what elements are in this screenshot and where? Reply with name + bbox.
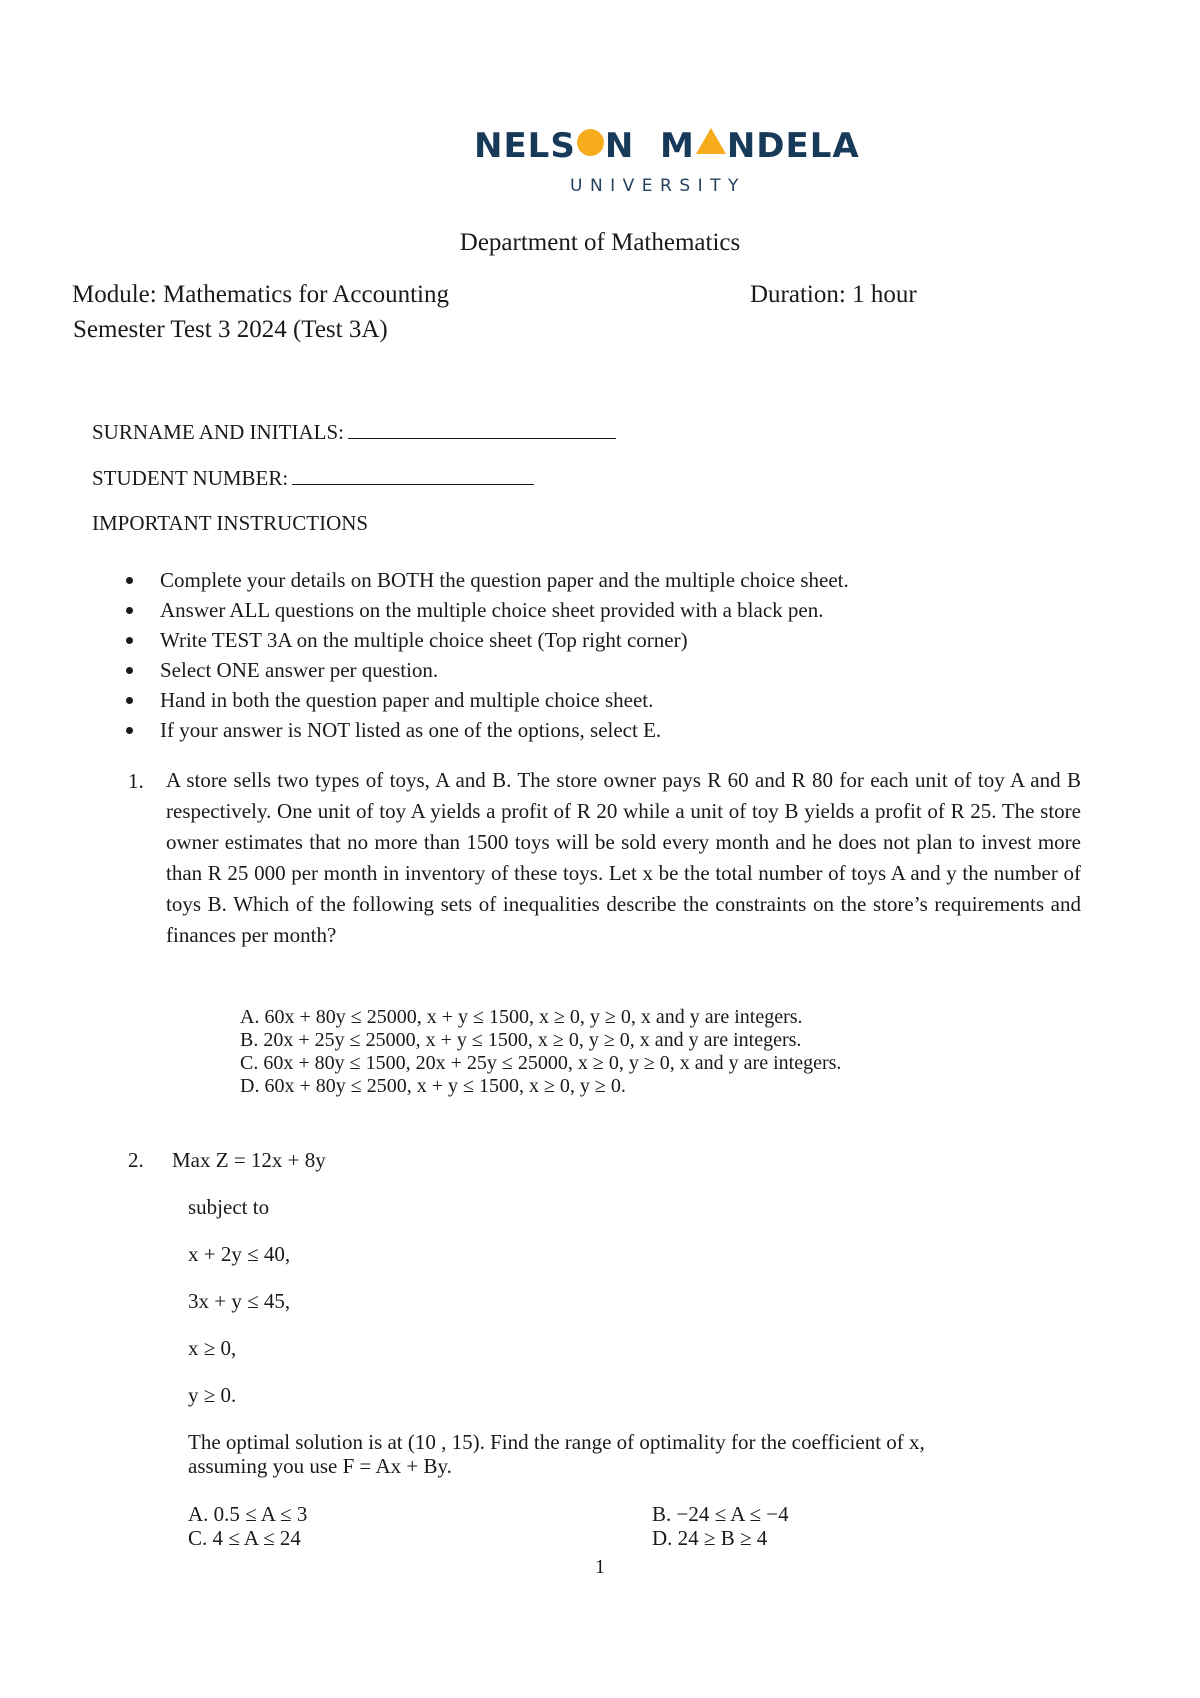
constraint-2: 3x + y ≤ 45, xyxy=(188,1289,291,1313)
q1-option-b: B. 20x + 25y ≤ 25000, x + y ≤ 1500, x ≥ 0, y ≥ 0, x and y are integers. xyxy=(240,1029,802,1051)
question-2-prompt-line-1: The optimal solution is at (10 , 15). Find the range of optimality for the coefficient of x, xyxy=(188,1430,925,1454)
student-number-blank[interactable] xyxy=(292,466,534,485)
logo-sun-icon xyxy=(577,129,604,156)
question-2-objective: Max Z = 12x + 8y xyxy=(172,1148,326,1172)
page-number: 1 xyxy=(595,1556,605,1578)
constraint-4: y ≥ 0. xyxy=(188,1383,237,1407)
constraint-3: x ≥ 0, xyxy=(188,1336,237,1360)
subject-to: subject to xyxy=(188,1195,270,1219)
q2-option-d: D. 24 ≥ B ≥ 4 xyxy=(652,1526,768,1550)
q2-option-a: A. 0.5 ≤ A ≤ 3 xyxy=(188,1502,308,1526)
semester-test: Semester Test 3 2024 (Test 3A) xyxy=(73,316,388,343)
constraint-1: x + 2y ≤ 40, xyxy=(188,1242,291,1266)
question-1-number: 1. xyxy=(128,769,144,793)
q1-option-c: C. 60x + 80y ≤ 1500, 20x + 25y ≤ 25000, x ≥ 0, y ≥ 0, x and y are integers. xyxy=(240,1052,842,1074)
q2-option-b: B. −24 ≤ A ≤ −4 xyxy=(652,1502,789,1526)
instruction-item: If your answer is NOT listed as one of the options, select E. xyxy=(140,715,849,745)
instructions-list xyxy=(140,565,849,745)
student-number-field xyxy=(92,466,534,491)
logo-text-ndela: NDELA xyxy=(726,125,860,166)
surname-label: SURNAME AND INITIALS: xyxy=(92,420,344,444)
duration: Duration: 1 hour xyxy=(750,281,917,308)
instruction-item: Answer ALL questions on the multiple choice sheet provided with a black pen. xyxy=(140,595,849,625)
q1-option-a: A. 60x + 80y ≤ 25000, x + y ≤ 1500, x ≥ 0, y ≥ 0, x and y are integers. xyxy=(240,1006,803,1028)
instructions-title: IMPORTANT INSTRUCTIONS xyxy=(92,511,369,535)
logo-text-n: N xyxy=(604,125,635,166)
surname-field xyxy=(92,420,616,445)
instruction-item: Complete your details on BOTH the question paper and the multiple choice sheet. xyxy=(140,565,849,595)
question-2-prompt xyxy=(188,1430,1088,1478)
instruction-item: Select ONE answer per question. xyxy=(140,655,849,685)
question-2-prompt-line-2: assuming you use F = Ax + By. xyxy=(188,1454,452,1478)
student-number-label: STUDENT NUMBER: xyxy=(92,466,289,490)
instruction-item: Hand in both the question paper and multiple choice sheet. xyxy=(140,685,849,715)
q1-option-d: D. 60x + 80y ≤ 2500, x + y ≤ 1500, x ≥ 0, y ≥ 0. xyxy=(240,1075,626,1097)
department-title: Department of Mathematics xyxy=(459,229,741,256)
university-logo xyxy=(474,124,874,174)
instruction-item: Write TEST 3A on the multiple choice sheet (Top right corner) xyxy=(140,625,849,655)
surname-blank[interactable] xyxy=(348,420,616,439)
q2-option-c: C. 4 ≤ A ≤ 24 xyxy=(188,1526,301,1550)
logo-text-nels: NELS xyxy=(474,125,576,166)
logo-text-m: M xyxy=(660,125,695,166)
logo-triangle-icon xyxy=(696,123,726,163)
question-1-text: A store sells two types of toys, A and B. The store owner pays R 60 and R 80 for each unit of toy A and B respectively. One unit of toy A yields a profit of R 20 while a unit of toy B yields a profit of R 25. The store owner estimates that no more than 1500 toys will be sold every month and he does not plan to invest more than R 25 000 per month in inventory of these toys. Let x be the total number of toys A and y the number of toys B. Which of the following sets of inequalities describe the constraints on the store’s requirements and finances per month? xyxy=(166,768,1081,947)
question-1-options xyxy=(240,1006,841,1098)
logo-subtitle: UNIVERSITY xyxy=(570,176,746,196)
question-2-number: 2. xyxy=(128,1148,144,1172)
module-name: Module: Mathematics for Accounting xyxy=(72,281,450,308)
